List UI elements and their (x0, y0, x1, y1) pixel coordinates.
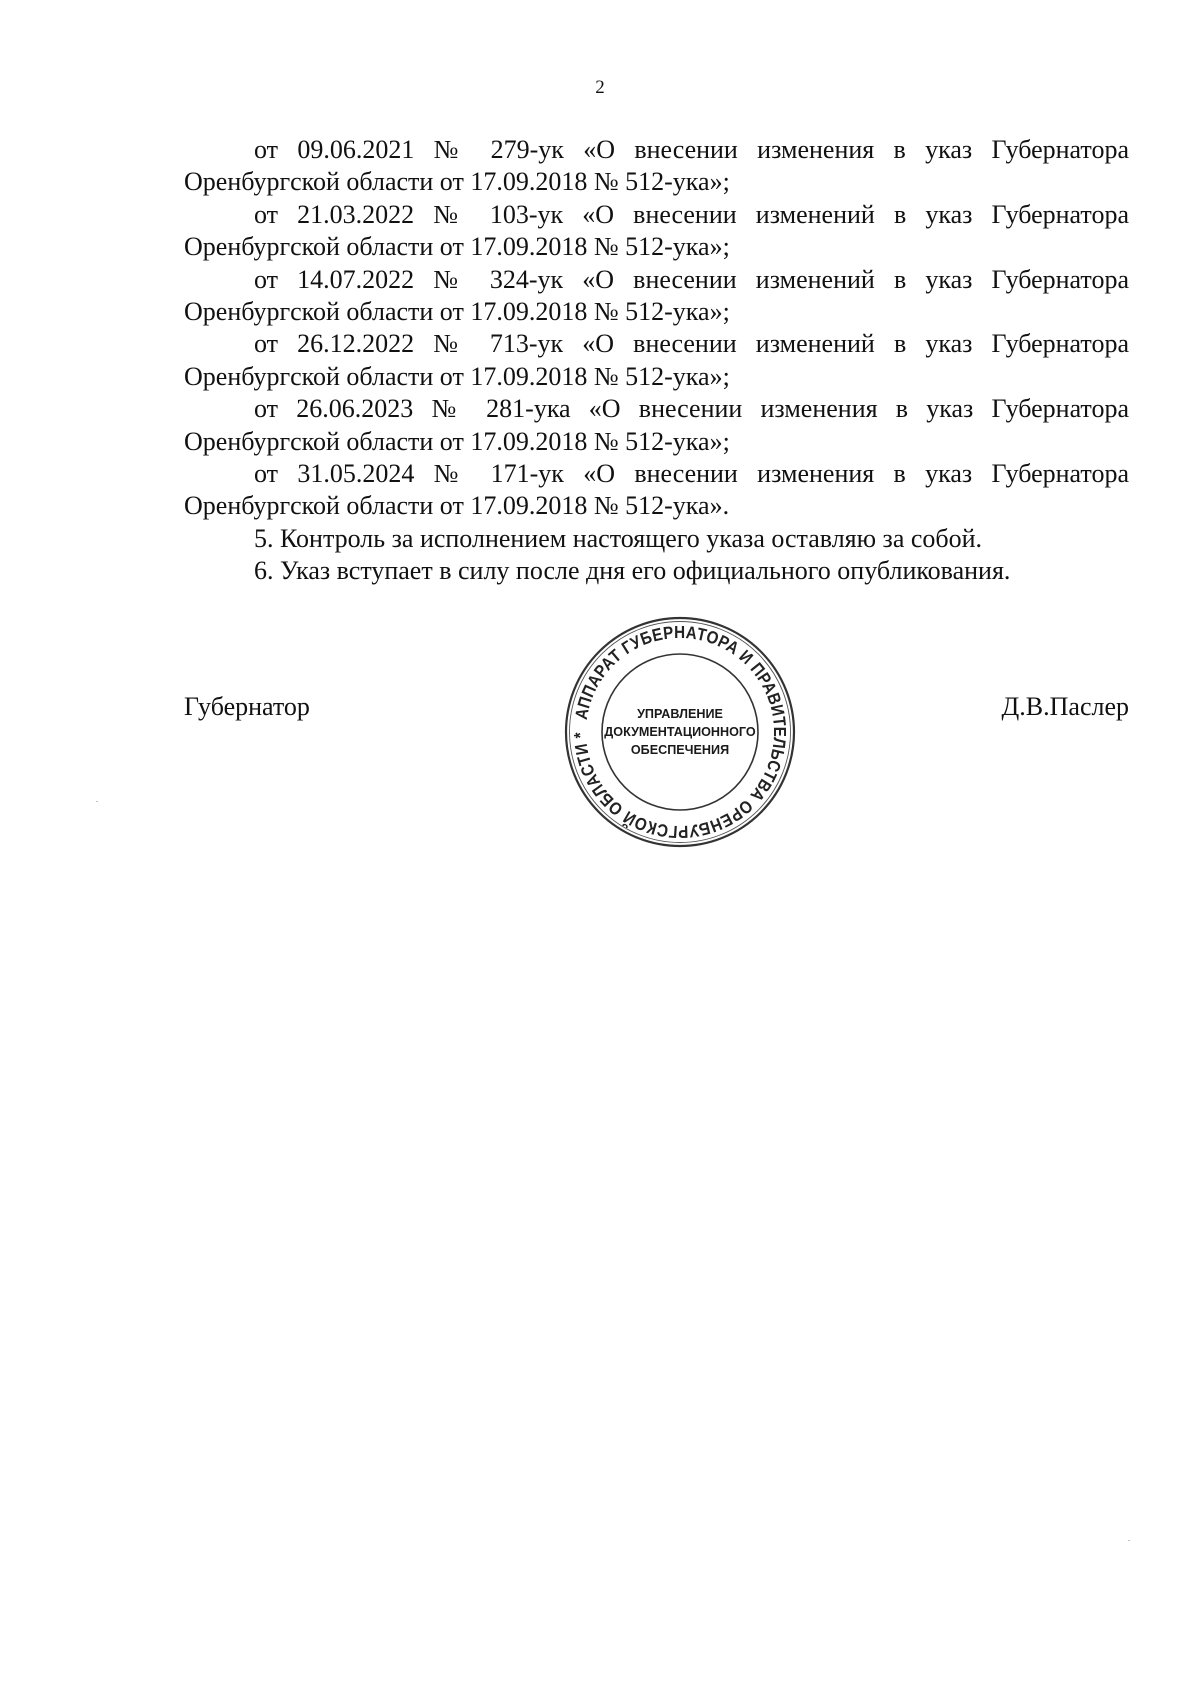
amendment-paragraph: от 09.06.2021 № 279-ук «О внесении изменения в указ Губернатора Оренбургской области от 17.09.2018 № 512-ука»; (184, 135, 1129, 197)
document-body (184, 134, 1129, 588)
seal-center-line: ДОКУМЕНТАЦИОННОГО (604, 725, 756, 739)
amendment-paragraph: от 21.03.2022 № 103-ук «О внесении изменений в указ Губернатора Оренбургской области от 17.09.2018 № 512-ука»; (184, 199, 1129, 262)
seal-center-line: УПРАВЛЕНИЕ (637, 707, 723, 721)
signatory-name: Д.В.Паслер (1001, 692, 1129, 721)
amendment-paragraph: от 14.07.2022 № 324-ук «О внесении изменений в указ Губернатора Оренбургской области от 17.09.2018 № 512-ука»; (184, 264, 1129, 327)
scan-speck (96, 801, 98, 802)
amendment-paragraph: от 26.12.2022 № 713-ук «О внесении изменений в указ Губернатора Оренбургской области от 17.09.2018 № 512-ука»; (184, 329, 1129, 391)
amendment-paragraph: от 26.06.2023 № 281-ука «О внесении изменения в указ Губернатора Оренбургской области от 17.09.2018 № 512-ука»; (184, 394, 1129, 456)
seal-ring-text: АППАРАТ ГУБЕРНАТОРА И ПРАВИТЕЛЬСТВА ОРЕНБУРГСКОЙ ОБЛАСТИ * (569, 621, 791, 843)
official-seal (562, 614, 798, 850)
seal-graphic (562, 614, 798, 850)
clause-paragraph: 6. Указ вступает в силу после дня его официального опубликования. (254, 556, 1011, 586)
scan-speck (1128, 1540, 1130, 1541)
seal-center-line: ОБЕСПЕЧЕНИЯ (630, 743, 730, 757)
page-number: 2 (595, 77, 605, 98)
amendment-paragraph: от 31.05.2024 № 171-ук «О внесении изменения в указ Губернатора Оренбургской области от 17.09.2018 № 512-ука». (184, 459, 1129, 521)
signatory-position: Губернатор (184, 692, 310, 721)
clause-paragraph: 5. Контроль за исполнением настоящего указа оставляю за собой. (254, 523, 983, 553)
